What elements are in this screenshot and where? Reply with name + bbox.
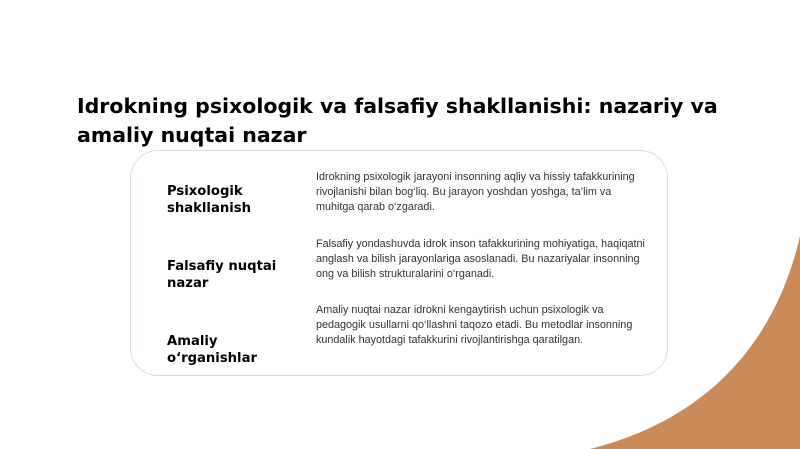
row-heading-amaliy: Amaliy o‘rganishlar <box>167 334 257 366</box>
row-text-falsafiy: Falsafiy yondashuvda idrok inson tafakkurining mohiyatiga, haqiqatni anglash va bilish jarayonlariga asoslanadi. Bu nazariyalar insonning ong va bilish strukturalarini o‘rganadi. <box>316 238 645 280</box>
slide-title: Idrokning psixologik va falsafiy shakllanishi: nazariy va amaliy nuqtai nazar <box>77 94 718 147</box>
row-heading-falsafiy: Falsafiy nuqtai nazar <box>167 259 277 291</box>
content-card <box>130 150 668 376</box>
row-heading-psixologik: Psixologik shakllanish <box>167 184 251 216</box>
row-text-psixologik: Idrokning psixologik jarayoni insonning aqliy va hissiy tafakkurining rivojlanishi bilan bog‘liq. Bu jarayon yoshdan yoshga, ta’lim va muhitga qarab o‘zgaradi. <box>316 171 635 213</box>
row-text-amaliy: Amaliy nuqtai nazar idrokni kengaytirish uchun psixologik va pedagogik usullarni qo‘llashni taqozo etadi. Bu metodlar insonning kundalik hayotdagi tafakkurini rivojlantirishga qaratilgan. <box>316 304 633 346</box>
